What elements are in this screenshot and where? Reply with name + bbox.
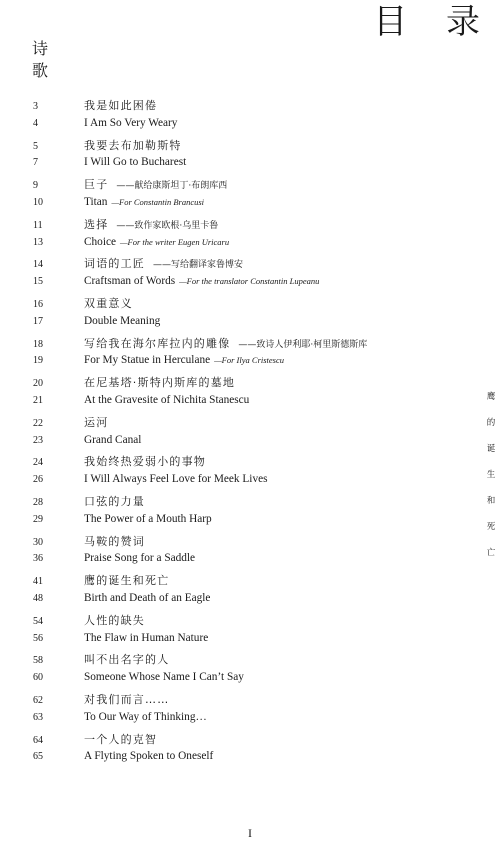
toc-entry[interactable] (33, 295, 453, 315)
toc-title: Praise Song for a Saddle (84, 552, 196, 565)
toc-title: 巨子 (84, 178, 109, 192)
toc-entry[interactable] (33, 354, 453, 374)
toc-entry[interactable] (33, 453, 453, 473)
toc-entry[interactable] (33, 137, 453, 157)
toc-entry[interactable] (33, 592, 453, 612)
toc-page-number: 54 (33, 615, 43, 627)
toc-title: 一个人的克智 (84, 732, 158, 746)
section-label-char: 诗 (32, 39, 49, 58)
toc-page-number: 4 (33, 117, 38, 129)
toc-entry[interactable] (33, 552, 453, 572)
toc-page-number: 65 (33, 751, 43, 763)
toc-entry[interactable] (33, 651, 453, 671)
toc-entry[interactable] (33, 414, 453, 434)
toc-page-number: 23 (33, 434, 43, 446)
toc-title: 选择 (84, 217, 109, 231)
section-label (32, 38, 52, 82)
side-title-char: 生 (486, 470, 496, 480)
toc-page-number: 9 (33, 180, 38, 192)
toc-entry[interactable] (33, 493, 453, 513)
toc-page-number: 56 (33, 632, 43, 644)
toc-title: I Will Go to Bucharest (84, 156, 187, 169)
side-title-char: 诞 (486, 444, 496, 454)
toc-dedication: ——致诗人伊利耶·柯里斯德斯库 (238, 339, 368, 350)
toc-title: Double Meaning (84, 314, 161, 327)
toc-entry[interactable] (33, 315, 453, 335)
toc-page-number: 19 (33, 355, 43, 367)
toc-title: 运河 (84, 415, 109, 429)
toc-page-number: 11 (33, 219, 43, 231)
toc-title: 双重意义 (84, 296, 133, 310)
toc-entry[interactable] (33, 374, 453, 394)
toc-page-number: 29 (33, 513, 43, 525)
toc-entry[interactable] (33, 612, 453, 632)
page-title: 目 录 (373, 2, 494, 42)
toc-title: Titan (84, 195, 108, 208)
toc-title: 对我们而言…… (84, 692, 170, 706)
toc-page-number: 60 (33, 672, 43, 684)
toc-title: 口弦的力量 (84, 494, 145, 508)
toc-title: 马鞍的赞词 (84, 534, 145, 548)
toc-page-number: 24 (33, 457, 43, 469)
toc-entry[interactable] (33, 196, 453, 216)
toc-dedication: —For Ilya Cristescu (214, 355, 285, 366)
toc-title: A Flyting Spoken to Oneself (84, 750, 214, 763)
toc-page-number: 13 (33, 236, 43, 248)
running-side-title (484, 390, 498, 572)
toc-dedication: ——写给翻译家鲁博安 (153, 260, 244, 271)
toc-entry[interactable] (33, 156, 453, 176)
side-title-char: 的 (486, 418, 496, 428)
toc-title: To Our Way of Thinking… (84, 710, 207, 723)
toc-title: Birth and Death of an Eagle (84, 591, 211, 604)
toc-title: Choice (84, 235, 116, 248)
side-title-char: 鹰 (486, 392, 496, 402)
toc-page-number: 41 (33, 576, 43, 588)
toc-title: Craftsman of Words (84, 275, 176, 288)
toc-dedication: —For the writer Eugen Uricaru (120, 236, 230, 247)
toc-title: 鹰的诞生和死亡 (84, 574, 170, 588)
toc-entry[interactable] (33, 434, 453, 454)
toc-title: 叫不出名字的人 (84, 653, 170, 667)
toc-title: The Power of a Mouth Harp (84, 512, 212, 525)
toc-title: For My Statue in Herculane (84, 354, 211, 367)
toc-entry[interactable] (33, 275, 453, 295)
toc-entry[interactable] (33, 711, 453, 731)
table-of-contents (33, 97, 453, 770)
toc-entry[interactable] (33, 216, 453, 236)
toc-page-number: 14 (33, 259, 43, 271)
toc-title: The Flaw in Human Nature (84, 631, 209, 644)
toc-entry[interactable] (33, 117, 453, 137)
toc-entry[interactable] (33, 513, 453, 533)
section-label-char: 歌 (32, 61, 49, 80)
toc-entry[interactable] (33, 731, 453, 751)
toc-entry[interactable] (33, 394, 453, 414)
toc-title: 词语的工匠 (84, 257, 145, 271)
toc-page-number: 15 (33, 276, 43, 288)
toc-page-number: 21 (33, 394, 43, 406)
toc-title: I Am So Very Weary (84, 116, 178, 129)
toc-entry[interactable] (33, 632, 453, 652)
toc-title: 人性的缺失 (84, 613, 145, 627)
side-title-char: 死 (486, 522, 496, 532)
toc-page-number: 36 (33, 553, 43, 565)
toc-title: At the Gravesite of Nichita Stanescu (84, 393, 250, 406)
toc-page-number: 28 (33, 496, 43, 508)
toc-entry[interactable] (33, 750, 453, 770)
toc-entry[interactable] (33, 473, 453, 493)
toc-page-number: 20 (33, 378, 43, 390)
toc-title: Grand Canal (84, 433, 142, 446)
toc-dedication: ——献给康斯坦丁·布朗库西 (116, 181, 228, 192)
toc-page-number: 5 (33, 140, 38, 152)
toc-page-number: 63 (33, 711, 43, 723)
toc-title: I Will Always Feel Love for Meek Lives (84, 473, 268, 486)
toc-title: 我要去布加勒斯特 (84, 138, 182, 152)
toc-page-number: 62 (33, 694, 43, 706)
toc-page-number: 3 (33, 101, 38, 112)
toc-dedication: —For Constantin Brancusi (111, 196, 205, 207)
toc-page-number: 16 (33, 298, 43, 310)
toc-dedication: —For the translator Constantin Lupeanu (179, 276, 320, 287)
toc-page-number: 18 (33, 338, 43, 350)
toc-title: Someone Whose Name I Can’t Say (84, 671, 244, 684)
toc-entry[interactable] (33, 176, 453, 196)
toc-page-number: 30 (33, 536, 43, 548)
page-number: I (248, 826, 252, 840)
toc-dedication: ——致作家欧根·乌里卡鲁 (116, 220, 219, 231)
toc-entry[interactable] (33, 572, 453, 592)
toc-page-number: 48 (33, 592, 43, 604)
toc-page-number: 58 (33, 655, 43, 667)
toc-title: 我是如此困倦 (84, 99, 158, 112)
toc-title: 写给我在海尔库拉内的雕像 (84, 336, 231, 350)
side-title-char: 亡 (486, 548, 496, 558)
toc-title: 在尼基塔·斯特内斯库的墓地 (84, 376, 236, 390)
toc-page-number: 22 (33, 417, 43, 429)
toc-entry[interactable] (33, 335, 453, 355)
toc-entry[interactable] (33, 255, 453, 275)
toc-entry[interactable] (33, 236, 453, 256)
toc-entry[interactable] (33, 671, 453, 691)
toc-title: 我始终热爱弱小的事物 (84, 455, 206, 469)
toc-page-number: 7 (33, 157, 38, 169)
toc-entry[interactable] (33, 97, 453, 117)
toc-page-number: 64 (33, 734, 43, 746)
toc-page-number: 26 (33, 474, 43, 486)
toc-page-number: 17 (33, 315, 43, 327)
toc-page-number: 10 (33, 196, 43, 208)
side-title-char: 和 (486, 496, 496, 506)
toc-entry[interactable] (33, 691, 453, 711)
toc-entry[interactable] (33, 533, 453, 553)
